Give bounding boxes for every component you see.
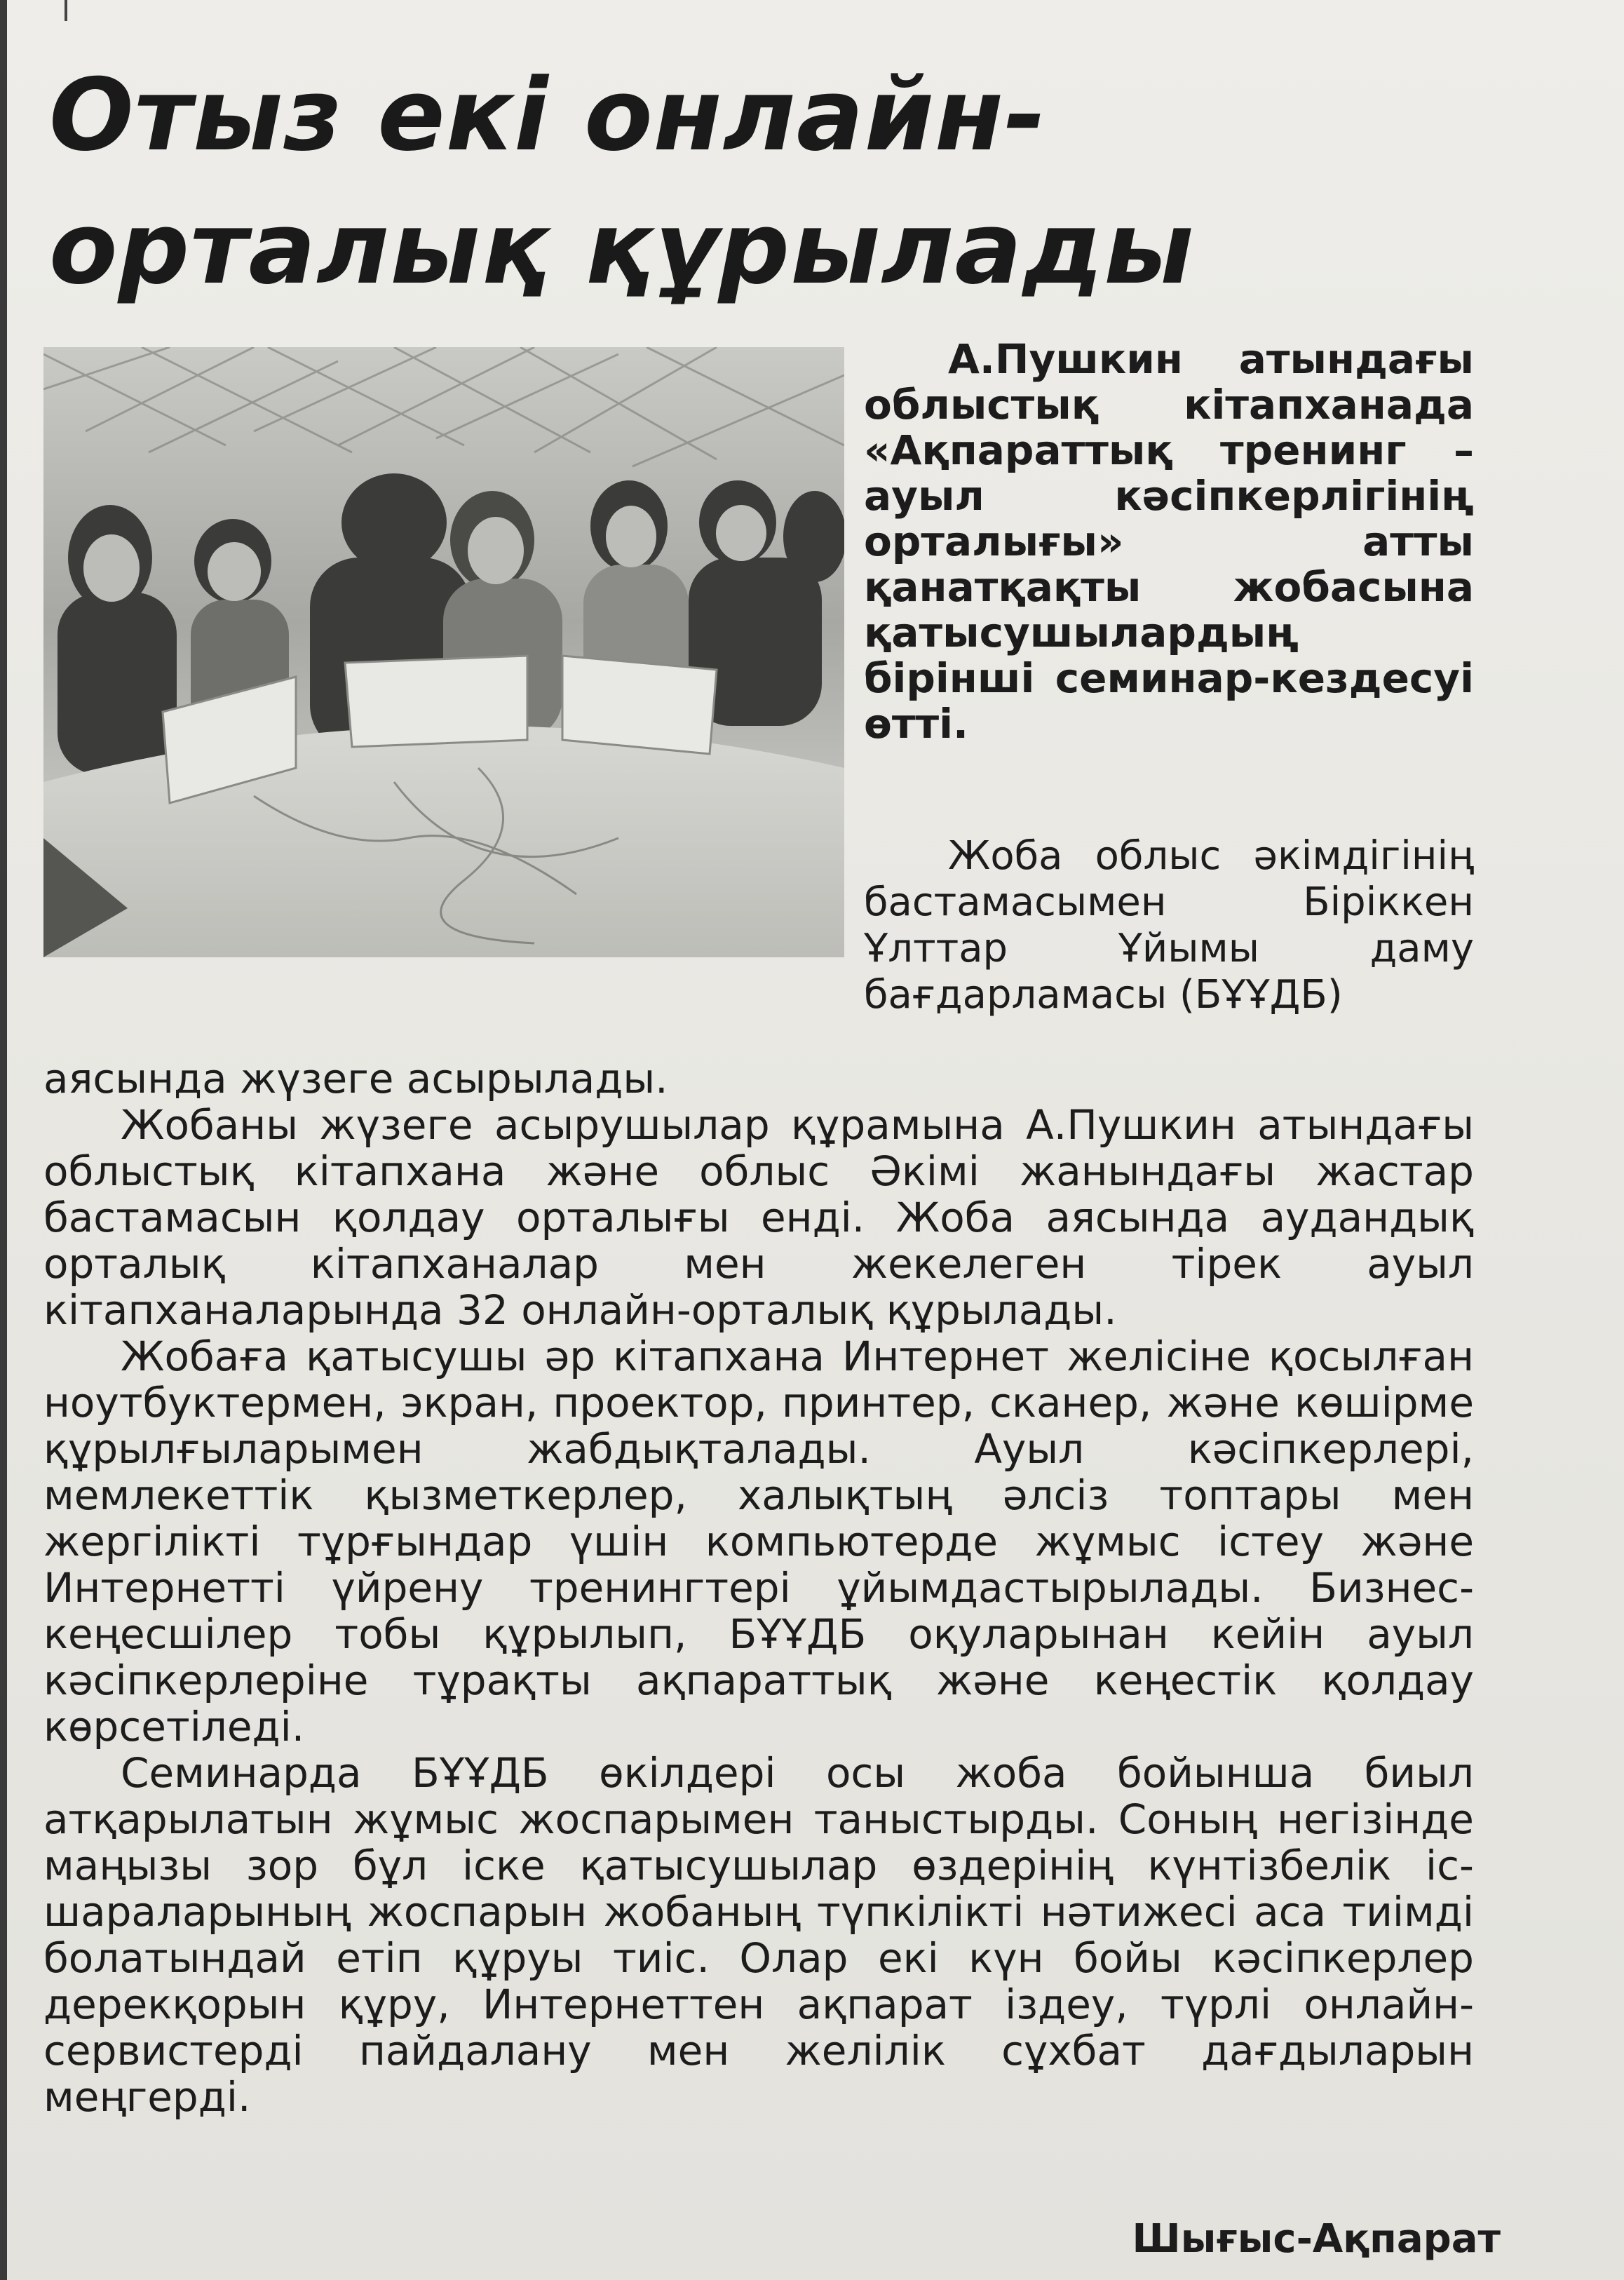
headline-line-2: орталық құрылады (49, 191, 1195, 306)
top-tick-mark (65, 0, 67, 21)
photo-image (43, 347, 844, 957)
paragraph-4: Семинарда БҰҰДБ өкілдері осы жоба бойынша биыл атқарылатын жұмыс жоспарымен таныстырды. Соның негізінде маңызы зор бұл іске қатысушылар өздерінің күнтізбелік іс-шараларының жоспарын жобаның түпкілікті нәтижесі аса тиімді болатындай етіп құруы тиіс. Олар екі күн бойы кәсіпкерлер дерекқорын құру, Интернеттен ақпарат іздеу, түрлі онлайн-сервистерді пайдалану мен желілік сұхбат дағдыларын меңгерді. (43, 1749, 1474, 2121)
lead-paragraph: А.Пушкин атындағы облыстық кітапханада «Ақпараттық тренинг – ауыл кәсіпкерлігінің орталығы» атты қанатқақты жобасына қатысушылардың бірінші семинар-кездесуі өтті. (864, 335, 1474, 748)
column-rule (0, 0, 7, 2280)
paragraph-3: Жобаға қатысушы әр кітапхана Интернет желісіне қосылған ноутбуктермен, экран, проектор, принтер, сканер, және көшірме құрылғыларымен жабдықталады. Ауыл кәсіпкерлері, мемлекеттік қызметкерлер, халықтың әлсіз топтары мен жергілікті тұрғындар үшін компьютерде жұмыс істеу және Интернетті үйрену тренингтері ұйымдастырылады. Бизнес-кеңесшілер тобы құрылып, БҰҰДБ оқуларынан кейін ауыл кәсіпкерлеріне тұрақты ақпараттық және кеңестік қолдау көрсетіледі. (43, 1333, 1474, 1751)
paragraph-1-continued: аясында жүзеге асырылады. (43, 1055, 668, 1102)
headline-line-1: Отыз екі онлайн- (49, 58, 1047, 173)
article-photo (43, 347, 844, 957)
paragraph-2: Жобаны жүзеге асырушылар құрамына А.Пушкин атындағы облыстық кітапхана және облыс Әкімі жанындағы жастар бастамасын қолдау орталығы енді. Жоба аясында аудандық орталық кітапханалар мен жекелеген тірек ауыл кітапханаларында 32 онлайн-орталық құрылады. (43, 1101, 1474, 1334)
byline: Шығыс-Ақпарат (1132, 2216, 1501, 2262)
headline (49, 49, 1522, 316)
article-body (43, 1055, 1474, 2120)
paragraph-1-wrapped: Жоба облыс әкімдігінің бастамасымен Біріккен Ұлттар Ұйымы даму бағдарламасы (БҰҰДБ) (864, 833, 1474, 1018)
